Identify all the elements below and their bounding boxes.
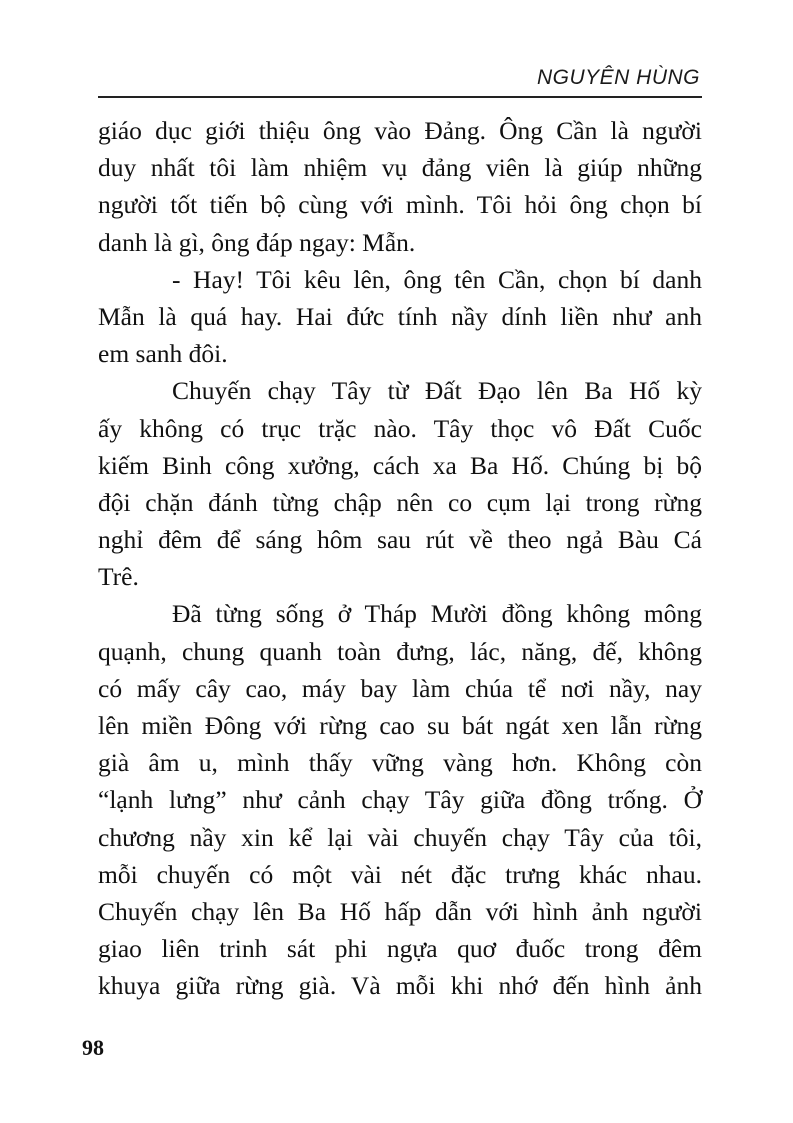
text-line: Đã từng sống ở Tháp Mười đồng không mông <box>172 599 702 629</box>
text-line: Chuyến chạy Tây từ Đất Đạo lên Ba Hố kỳ <box>172 376 702 406</box>
text-line: duy nhất tôi làm nhiệm vụ đảng viên là giúp những <box>98 153 702 183</box>
running-header <box>98 62 702 98</box>
text-line: chương nầy xin kể lại vài chuyến chạy Tây của tôi, <box>98 822 702 852</box>
text-line: già âm u, mình thấy vững vàng hơn. Không còn <box>98 748 702 778</box>
text-line: giao liên trinh sát phi ngựa quơ đuốc trong đêm <box>98 934 702 964</box>
text-line: mỗi chuyến có một vài nét đặc trưng khác nhau. <box>98 859 702 889</box>
text-line: người tốt tiến bộ cùng với mình. Tôi hỏi ông chọn bí <box>98 190 702 220</box>
text-line: giáo dục giới thiệu ông vào Đảng. Ông Cần là người <box>98 116 702 145</box>
text-line: Trê. <box>98 562 139 592</box>
text-line: có mấy cây cao, máy bay làm chúa tể nơi nầy, nay <box>98 673 702 703</box>
text-line: quạnh, chung quanh toàn đưng, lác, năng, đế, không <box>98 636 702 666</box>
text-line: ấy không có trục trặc nào. Tây thọc vô Đất Cuốc <box>98 413 702 443</box>
text-line: Mẫn là quá hay. Hai đức tính nầy dính liền như anh <box>98 301 702 331</box>
text-line: đội chặn đánh từng chập nên co cụm lại trong rừng <box>98 487 702 517</box>
text-line: danh là gì, ông đáp ngay: Mẫn. <box>98 227 416 257</box>
text-line: lên miền Đông với rừng cao su bát ngát xen lẫn rừng <box>98 711 702 740</box>
text-line: khuya giữa rừng già. Và mỗi khi nhớ đến hình ảnh <box>98 971 702 1001</box>
text-line: - Hay! Tôi kêu lên, ông tên Cần, chọn bí danh <box>172 264 702 294</box>
text-line: nghỉ đêm để sáng hôm sau rút về theo ngả Bàu Cá <box>98 525 702 555</box>
header-author: NGUYÊN HÙNG <box>536 66 700 89</box>
page-number: 98 <box>82 1035 104 1060</box>
text-line: em sanh đôi. <box>98 339 228 369</box>
body-text <box>98 112 702 1005</box>
text-line: kiếm Binh công xưởng, cách xa Ba Hố. Chúng bị bộ <box>98 450 702 480</box>
text-line: Chuyến chạy lên Ba Hố hấp dẫn với hình ảnh người <box>98 896 702 926</box>
text-line: “lạnh lưng” như cảnh chạy Tây giữa đồng trống. Ở <box>98 785 702 815</box>
